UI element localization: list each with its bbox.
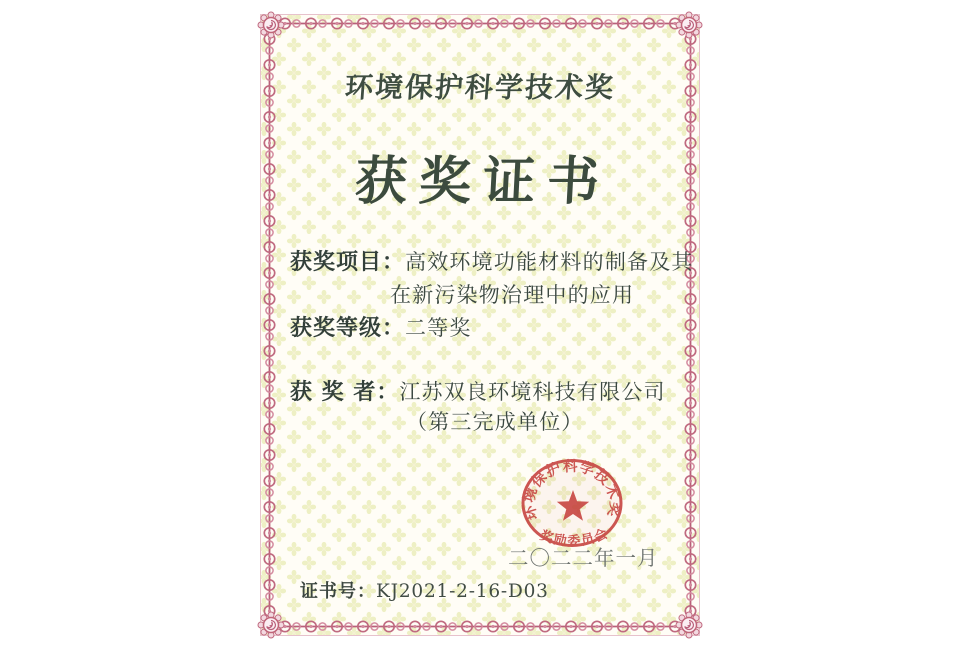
field-project-label: 获奖项目： xyxy=(290,249,406,275)
field-winner-note: （第三完成单位） xyxy=(406,410,584,434)
certificate-number-value: KJ2021-2-16-D03 xyxy=(376,581,549,602)
field-winner-value: 江苏双良环境科技有限公司 xyxy=(399,380,666,404)
seal-bottom-text: 奖励委员会 xyxy=(537,526,612,550)
certificate-title: 获奖证书 xyxy=(353,151,613,212)
award-seal xyxy=(507,446,637,560)
field-winner-label: 获 奖 者： xyxy=(290,379,400,405)
field-grade-value: 二等奖 xyxy=(405,316,472,340)
seal-ring-text: 环境保护科学技术奖 xyxy=(521,458,623,523)
award-date: 二〇二二年一月 xyxy=(508,546,659,570)
award-name-title: 环境保护科学技术奖 xyxy=(343,71,617,104)
certificate xyxy=(256,10,704,640)
field-project xyxy=(290,251,694,273)
certificate-number-label: 证书号： xyxy=(300,581,376,602)
field-project-value: 高效环境功能材料的制备及其 xyxy=(405,250,694,274)
field-project-value-line2: 在新污染物治理中的应用 xyxy=(390,283,635,307)
field-winner xyxy=(290,381,666,403)
field-grade xyxy=(290,317,472,339)
field-grade-label: 获奖等级： xyxy=(290,315,406,341)
certificate-number xyxy=(300,583,549,602)
